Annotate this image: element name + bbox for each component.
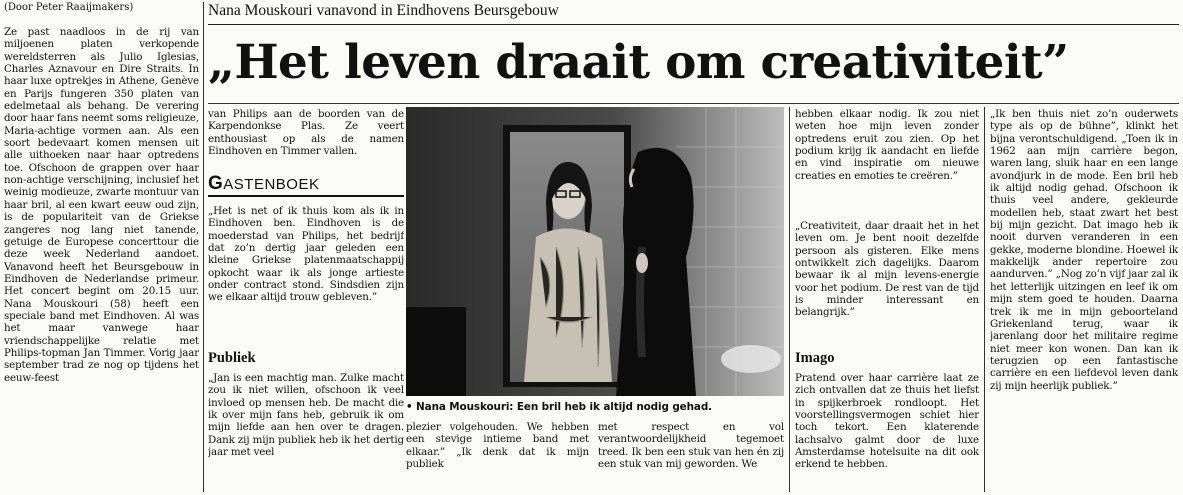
article-column-2-top	[208, 108, 404, 170]
paragraph: van Philips aan de boorden van de Karpendonkse Plas. Ze veert enthousiast op als de namen Eindhoven en Timmer vallen.	[208, 108, 404, 158]
article-column-4	[598, 421, 784, 494]
article-column-2-bottom	[208, 372, 404, 494]
photo-illustration	[406, 107, 784, 396]
paragraph: „Jan is een machtig man. Zulke macht zou ik niet willen, ofschoon ik veel invloed op mensen heb. De macht die ik over mijn fans heb, gebruik ik om mijn liefde aan hen over te dragen. Dank zij mijn publiek heb ik het dertig jaar met veel	[208, 372, 404, 459]
headline: „Het leven draait om creativiteit”	[208, 35, 1069, 90]
paragraph: „Creativiteit, daar draait het in het leven om. Je bent nooit dezelfde persoon als gisteren. Elke mens ontwikkelt zich dagelijks. Daarom bewaar ik al mijn levens-energie voor het podium. De rest van de tijd is minder interessant en belangrijk.”	[795, 220, 979, 319]
top-rule	[208, 24, 1179, 25]
subhead-imago: Imago	[795, 350, 835, 366]
article-column-2-mid	[208, 205, 404, 345]
subhead-publiek: Publiek	[208, 350, 256, 366]
kicker: Nana Mouskouri vanavond in Eindhovens Beursgebouw	[208, 2, 559, 19]
headline-rule	[208, 103, 1179, 104]
gastenboek-underline	[208, 195, 404, 197]
gastenboek-initial: G	[208, 173, 224, 194]
article-column-1	[4, 26, 199, 494]
gastenboek-rest: ASTENBOEK	[223, 176, 320, 193]
column-divider	[984, 107, 985, 492]
paragraph: Pratend over haar carrière laat ze zich ontvallen dat ze thuis het liefst in spijkerbroek rondloopt. Het voorstellingsvermogen schiet hier toch tekort. Een klaterende lachsalvo galmt door de luxe Amsterdamse hotelsuite na dit ook erkend te hebben.	[795, 372, 979, 471]
paragraph: Ze past naadloos in de rij van miljoenen platen verkopende wereldsterren als Julio Iglesias, Charles Aznavour en Dire Straits. In haar luxe optrekjes in Athene, Genève en Parijs fungeren 350 platen van edelmetaal als behang. De verering door haar fans neemt soms religieuze, Maria-achtige vormen aan. Als een soort bedevaart komen mensen uit alle uithoeken naar haar optredens toe. Ofschoon de grappen over haar non-achtige verschijning, inclusief het weinig modieuze, zwarte montuur van haar bril, al een kwart eeuw oud zijn, is de populariteit van de Griekse zangeres nog lang niet tanende, getuige de Europese concerttour die deze week Nederland aandoet. Vanavond heeft het Beursgebouw in Eindhoven de Nederlandse primeur. Het concert begint om 20.15 uur. Nana Mouskouri (58) heeft een speciale band met Eindhoven. Al was het maar vanwege haar vriendschappelijke relatie met Philips-topman Jan Timmer. Vorig jaar september trad ze nog op tijdens het eeuw-feest	[4, 26, 199, 384]
paragraph: „Ik ben thuis niet zo’n ouderwets type als op de bühne”, klinkt het bijna verontschuldigend. „Toen ik in 1962 aan mijn carrière begon, waren lang, sluik haar en een lange avondjurk in de mode. Een bril heb ik altijd nodig gehad. Ofschoon ik thuis veel andere, gekleurde modellen heb, staat zwart het best bij mijn gezicht. Dat imago heb ik nooit durven veranderen in een gekke, moderne blondine. Hoewel ik makkelijk ander repertoire zou aandurven.” „Nog zo’n vijf jaar zal ik het letterlijk uitzingen en leef ik om mijn stem goed te houden. Daarna trek ik me in mijn geboorteland Griekenland terug, waar ik jarenlang door het militaire regime niet meer kon wonen. Dan kan ik terugzien op een fantastische carrière en een liefdevol leven dank zij mijn heerlijk publiek.”	[990, 108, 1178, 392]
article-column-5-mid	[795, 220, 979, 346]
article-column-5-bottom	[795, 372, 979, 494]
photo-caption: • Nana Mouskouri: Een bril heb ik altijd nodig gehad.	[406, 401, 713, 413]
paragraph: „Het is net of ik thuis kom als ik in Eindhoven ben. Eindhoven is de moederstad van Philips, het bedrijf dat zo’n dertig jaar geleden een kleine Griekse platenmaatschappij opkocht waar ik als jonge artieste onder contract stond. Sindsdien zijn we elkaar altijd trouw gebleven.”	[208, 205, 404, 304]
article-column-3	[406, 421, 589, 494]
photo	[406, 107, 784, 396]
byline: (Door Peter Raaijmakers)	[4, 2, 134, 13]
column-divider	[789, 107, 790, 492]
column-divider	[203, 2, 204, 492]
paragraph: plezier volgehouden. We hebben een stevige intieme band met elkaar.” „Ik denk dat ik mijn publiek	[406, 421, 589, 471]
article-column-6	[990, 108, 1178, 494]
gastenboek-heading	[208, 173, 404, 197]
paragraph: hebben elkaar nodig. Ik zou niet weten hoe mijn leven zonder optredens eruit zou zien. Op het podium krijg ik aandacht en liefde en vind inspiratie om nieuwe creaties en emoties te creëren.”	[795, 108, 979, 182]
article-column-5-top	[795, 108, 979, 208]
paragraph: met respect en vol verantwoordelijkheid tegemoet treed. Ik ben een stuk van hen én zij een stuk van mij geworden. We	[598, 421, 784, 471]
